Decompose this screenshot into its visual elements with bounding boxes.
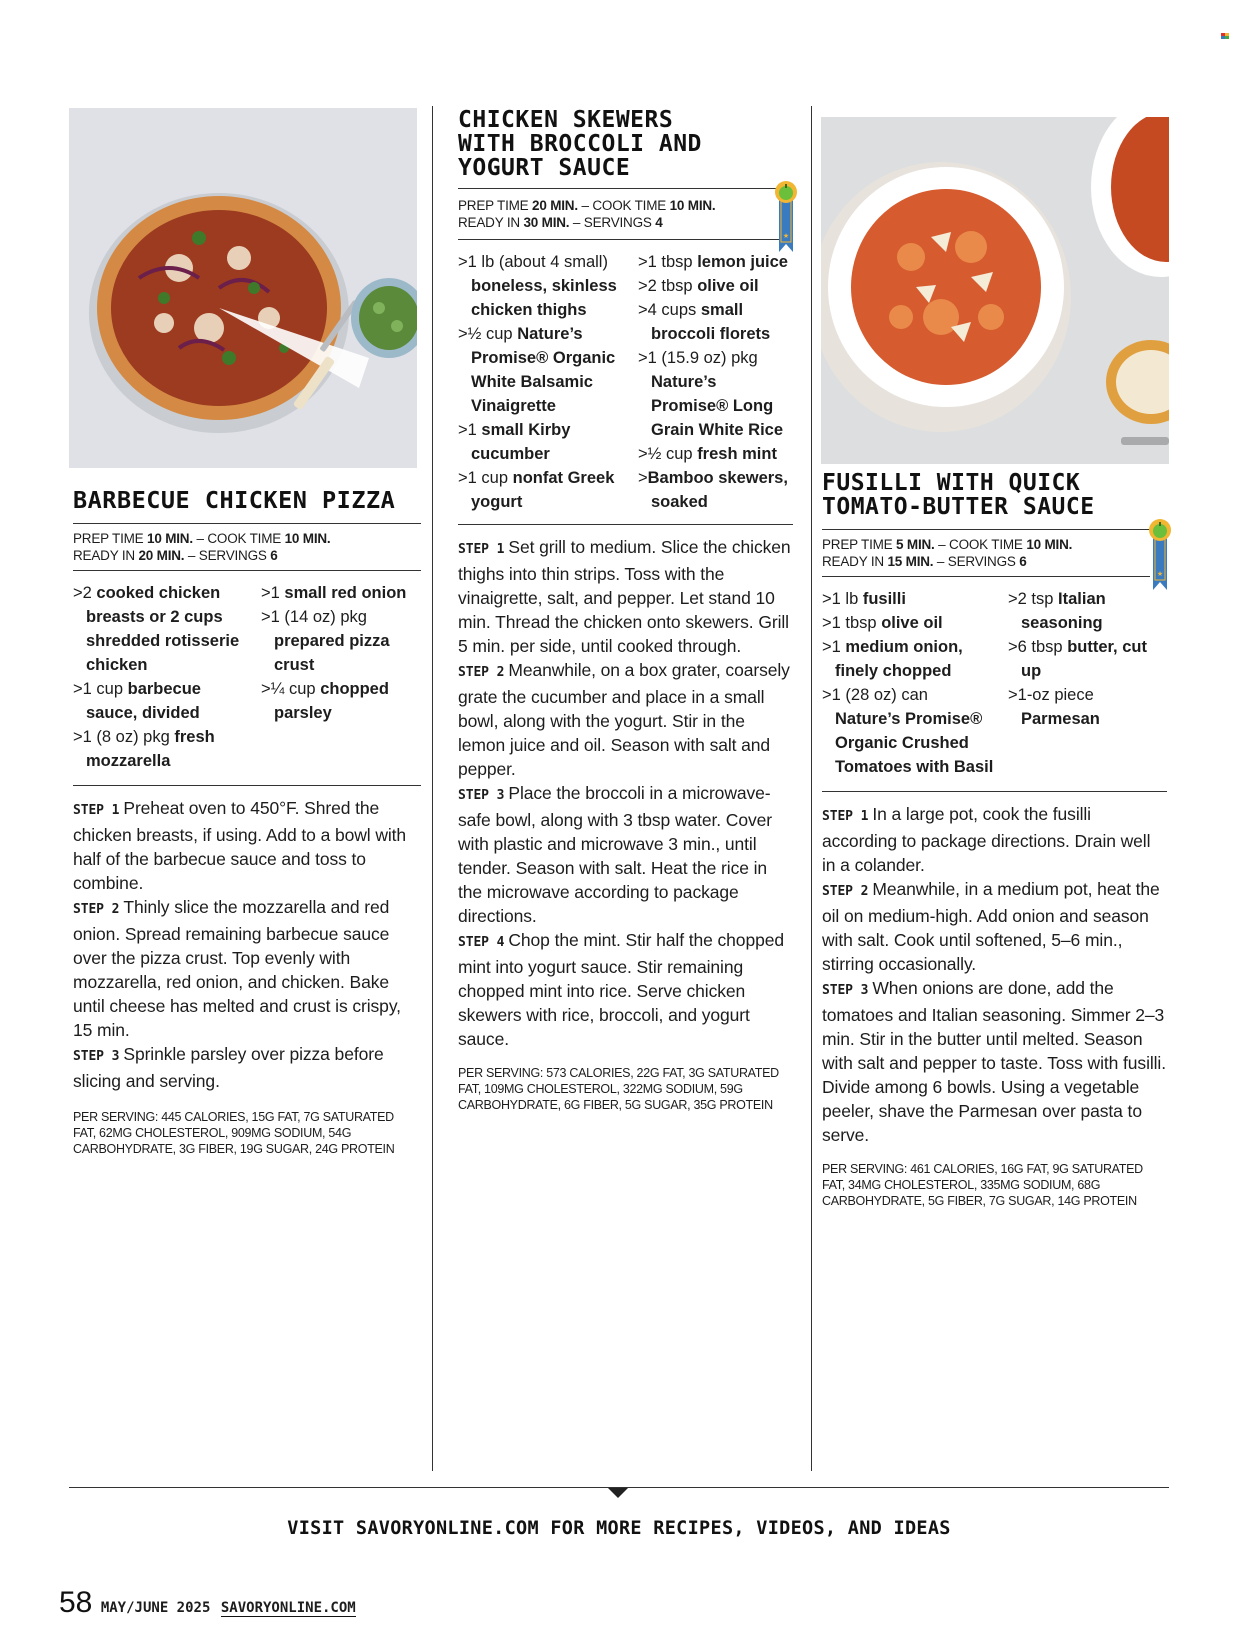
ingredient-item: >1 small Kirby cucumber: [458, 421, 571, 463]
skewers-times: PREP TIME 20 MIN. – COOK TIME 10 MIN. READY IN 30 MIN. – SERVINGS 4: [458, 198, 716, 230]
step: STEP 4 Chop the mint. Stir half the chopped mint into yogurt sauce. Stir remaining chopped mint into rice. Serve chicken skewers with rice, broccoli, and yogurt sauce.: [458, 930, 784, 1049]
page-number: 58: [59, 1586, 93, 1619]
ingredient-item: >1 (28 oz) can Nature’s Promise® Organic Crushed Tomatoes with Basil: [822, 686, 994, 776]
column-divider-right: [811, 106, 812, 1471]
ingredient-item: >2 cooked chicken breasts or 2 cups shredded rotisserie chicken: [73, 584, 240, 674]
fusilli-steps: [822, 802, 1167, 1147]
fusilli-recipe: [822, 471, 1167, 1209]
step: STEP 3 When onions are done, add the tomatoes and Italian seasoning. Simmer 2–3 min. Stir in the butter until melted. Season with salt and pepper to taste. Toss with fusilli. Divide among 6 bowls. Using a vegetable peeler, shave the Parmesan over pasta to serve.: [822, 978, 1166, 1145]
divider: [822, 576, 1150, 577]
ingredient-column-right: [1008, 587, 1167, 779]
fusilli-title: FUSILLI WITH QUICK TOMATO-BUTTER SAUCE: [822, 470, 1095, 520]
apple-ribbon-badge: [774, 180, 798, 254]
step: STEP 1 Preheat oven to 450°F. Shred the chicken breasts, if using. Add to a bowl with half of the barbecue sauce and toss to combine.: [73, 798, 407, 893]
ingredient-item: >1 (14 oz) pkg prepared pizza crust: [261, 608, 390, 674]
fusilli-times: PREP TIME 5 MIN. – COOK TIME 10 MIN. READY IN 15 MIN. – SERVINGS 6: [822, 537, 1073, 569]
footer-arrow-icon: [608, 1488, 628, 1498]
ingredient-item: >½ cup Nature’s Promise® Organic White Balsamic Vinaigrette: [458, 325, 616, 415]
divider: [458, 239, 793, 240]
divider: [458, 188, 776, 189]
ingredient-item: >1 medium onion, finely chopped: [822, 638, 963, 680]
ingredient-item: >4 cups small broccoli florets: [638, 301, 771, 343]
bbq-times: PREP TIME 10 MIN. – COOK TIME 10 MIN. READY IN 20 MIN. – SERVINGS 6: [73, 531, 331, 563]
fusilli-photo: [821, 117, 1169, 464]
step: STEP 2 Thinly slice the mozzarella and red onion. Spread remaining barbecue sauce over the pizza crust. Top evenly with mozzarella, red onion, and chicken. Bake until cheese has melted and crust is crispy, 15 min.: [73, 897, 401, 1040]
ingredient-item: >6 tbsp butter, cut up: [1008, 638, 1147, 680]
bbq-steps: [73, 796, 421, 1093]
skewers-steps: [458, 535, 793, 1051]
step: STEP 2 Meanwhile, on a box grater, coarsely grate the cucumber and place in a small bowl, along with the yogurt. Stir in the lemon juice and oil. Season with salt and pepper.: [458, 660, 790, 779]
step: STEP 1 Set grill to medium. Slice the chicken thighs into thin strips. Toss with the vinaigrette, salt, and pepper. Let stand 10 min. Thread the chicken onto skewers. Grill 5 min. per side, until cooked through.: [458, 537, 791, 656]
skewers-recipe: [458, 108, 793, 1113]
column-divider-left: [432, 106, 433, 1471]
bbq-title: BARBECUE CHICKEN PIZZA: [73, 486, 396, 514]
ingredient-item: >½ cup fresh mint: [638, 445, 777, 463]
issue-date: MAY/JUNE 2025: [100, 1600, 211, 1616]
ingredient-item: >1 (8 oz) pkg fresh mozzarella: [73, 728, 215, 770]
ingredient-column-right: [261, 581, 421, 773]
fusilli-ingredients: [822, 587, 1167, 779]
ingredient-item: >1 (15.9 oz) pkg Nature’s Promise® Long Grain White Rice: [638, 349, 784, 439]
folio: [59, 1586, 356, 1626]
ingredient-item: >1 cup nonfat Greek yogurt: [458, 469, 615, 511]
skewers-title: CHICKEN SKEWERS WITH BROCCOLI AND YOGURT SAUCE: [458, 107, 702, 181]
site-link[interactable]: SAVORYONLINE.COM: [220, 1600, 356, 1616]
ingredient-column-left: [73, 581, 249, 773]
svg-text:★: ★: [1156, 570, 1164, 578]
divider: [73, 785, 421, 786]
ingredient-item: >1 small red onion: [261, 584, 407, 602]
corner-mark: [1221, 33, 1229, 39]
ingredient-item: >1 cup barbecue sauce, divided: [73, 680, 201, 722]
ingredient-item: >1 lb fusilli: [822, 590, 906, 608]
ingredient-item: >1-oz piece Parmesan: [1008, 686, 1100, 728]
ingredient-item: >¼ cup chopped parsley: [261, 680, 389, 722]
bbq-recipe: [73, 486, 421, 1157]
step: STEP 3 Sprinkle parsley over pizza before slicing and serving.: [73, 1044, 384, 1091]
step: STEP 1 In a large pot, cook the fusilli according to package directions. Drain well in a colander.: [822, 804, 1151, 875]
divider: [73, 570, 421, 571]
bbq-ingredients: [73, 581, 421, 773]
skewers-ingredients: [458, 250, 793, 514]
fusilli-nutrition: PER SERVING: 461 CALORIES, 16G FAT, 9G SATURATED FAT, 34MG CHOLESTEROL, 335MG SODIUM, 68G CARBOHYDRATE, 5G FIBER, 7G SUGAR, 14G PROTEIN: [822, 1162, 1143, 1208]
divider: [458, 524, 793, 525]
pizza-photo: [69, 108, 417, 468]
step: STEP 2 Meanwhile, in a medium pot, heat the oil on medium-high. Add onion and season with salt. Cook until softened, 5–6 min., stirring occasionally.: [822, 879, 1160, 974]
bbq-nutrition: PER SERVING: 445 CALORIES, 15G FAT, 7G SATURATED FAT, 62MG CHOLESTEROL, 909MG SODIUM, 54G CARBOHYDRATE, 3G FIBER, 19G SUGAR, 24G PROTEIN: [73, 1110, 395, 1156]
divider: [73, 523, 421, 524]
ingredient-item: >1 tbsp lemon juice: [638, 253, 788, 271]
ingredient-item: >1 lb (about 4 small) boneless, skinless chicken thighs: [458, 253, 617, 319]
step: STEP 3 Place the broccoli in a microwave-safe bowl, along with 3 tbsp water. Cover with plastic and microwave 3 min., until tender. Season with salt. Heat the rice in the microwave according to package directions.: [458, 783, 772, 926]
ingredient-item: >2 tbsp olive oil: [638, 277, 759, 295]
apple-ribbon-badge: [1148, 518, 1172, 592]
skewers-nutrition: PER SERVING: 573 CALORIES, 22G FAT, 3G SATURATED FAT, 109MG CHOLESTEROL, 322MG SODIUM, 59G CARBOHYDRATE, 6G FIBER, 5G SUGAR, 35G PROTEIN: [458, 1066, 779, 1112]
ingredient-column-left: [822, 587, 996, 779]
footer-cta: VISIT SAVORYONLINE.COM FOR MORE RECIPES, VIDEOS, AND IDEAS: [287, 1518, 951, 1539]
svg-text:★: ★: [782, 232, 790, 240]
ingredient-item: >1 tbsp olive oil: [822, 614, 943, 632]
ingredient-column-right: [638, 250, 793, 514]
ingredient-item: >Bamboo skewers, soaked: [638, 469, 788, 511]
ingredient-column-left: [458, 250, 626, 514]
ingredient-item: >2 tsp Italian seasoning: [1008, 590, 1106, 632]
divider: [822, 529, 1150, 530]
divider: [822, 791, 1167, 792]
